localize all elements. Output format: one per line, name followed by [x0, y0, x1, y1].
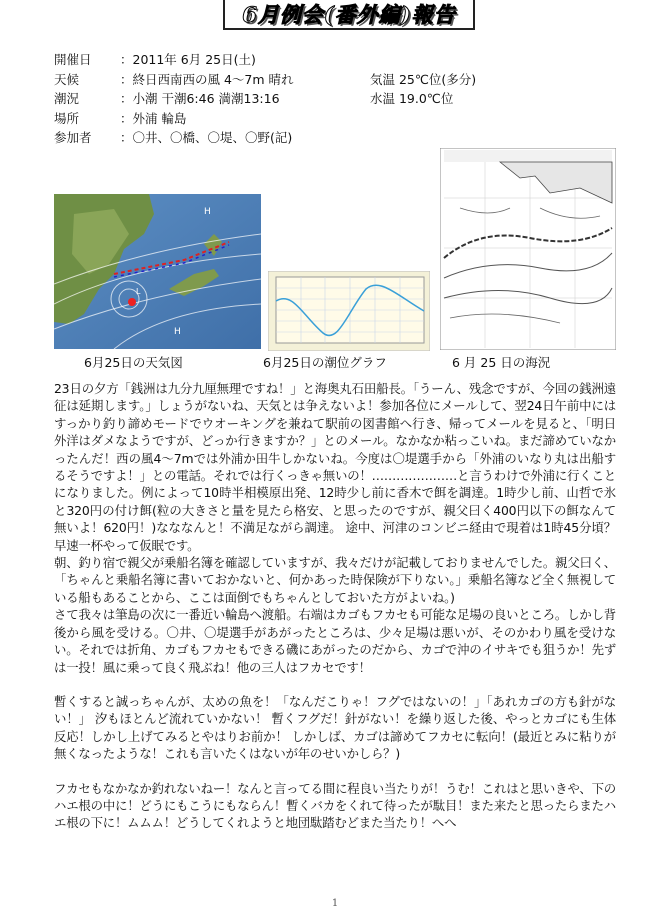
paragraph: フカセもなかなか釣れないねー！なんと言ってる間に程良い当たりが！うむ！これはと思いきや、下のハエ根の中に！どうにもこうにもならん！暫くバカをくれて待ったが駄目！また来たと思ったらまたハエ根の下に！ムムム！どうしてくれようと地団駄踏むどまた当たり！へへ — [54, 780, 616, 831]
info-value: ：小潮 干潮6:46 満潮13:16 — [120, 91, 280, 106]
info-extra: 水温 19.0℃位 — [370, 91, 454, 106]
svg-text:L: L — [136, 287, 141, 296]
info-label: 場所 — [54, 110, 80, 126]
title-box — [223, 0, 475, 30]
report-title: 6月例会(番外編)報告 — [242, 2, 456, 27]
info-row-date — [54, 50, 476, 70]
info-value: ：2011年 6月 25日(土) — [120, 52, 256, 67]
paragraph: さて我々は筆島の次に一番近い輪島へ渡船。右端はカゴもフカセも可能な足場の良いところ。しかし背後から風を受ける。〇井、〇堤選手があがったところは、少々足場は悪いが、そのかわり風を受けない。それでは折角、カゴもフカセもできる磯にあがったのだから、カゴで沖のイサキでも狙うか！先ずは一投！風に乗って良く飛ぶね！他の三人はフカセです！ — [54, 607, 616, 675]
weather-map-image — [54, 194, 261, 349]
paragraph: 23日の夕方「銭洲は九分九厘無理ですね！」と海奥丸石田船長。「うーん、残念ですが、今回の銭洲遠征は延期します。」しょうがないね、天気とは争えないよ！参加各位にメールして、翌24日午前中にはすっかり釣り諦めモードでウオーキングを兼ねて駅前の図書館へ行き、帰ってメールを見ると、「明日 外洋はダメなようですが、どっか行きますか？」とのメール。なかなか粘っこいね。まだ諦めていなかったんだ！西の風4～7mでは外浦か田牛しかないね。今度は〇堤選手から「外浦のいなり丸は出船するそうですよ！」との電話。それでは行くっきゃ無いの！…………………と言うわけで外浦に行くことになりました。例によって10時半相模原出発、12時少し前に香木で餌を調達。1時少し前、山哲で氷と320円の付け餌(粒の大きさと量を見たら格安、と思ったのですが、親父曰く400円以下の餌なんて無いよ！620円！)なななんと！不満足ながら調達。 途中、河津のコンビニ経由で現着は1時45分頃？早速一杯やって仮眠です。 — [54, 381, 616, 553]
sea-condition-caption: 6 月 25 日の海況 — [452, 355, 551, 370]
paragraph: 暫くすると誠っちゃんが、太めの魚を！「なんだこりゃ！フグではないの！」「あれカゴの方も針がない！」 汐もほとんど流れていかない！ 暫くフグだ！針がない！を繰り返した後、やっとカゴにも生体反応！しかし上げてみるとやはりお前か！ しかしば、カゴは諦めてフカセに転向！(最近とみに粘りが無くなったような！これも言いたくはないが年のせいかしら？) — [54, 693, 616, 762]
info-row-weather — [54, 70, 476, 90]
info-label: 潮況 — [54, 91, 80, 106]
info-row-place — [54, 109, 476, 129]
info-value: ：外浦 輪島 — [120, 110, 187, 126]
event-info — [54, 50, 476, 148]
info-label: 天候 — [54, 71, 80, 87]
svg-text:H: H — [204, 207, 211, 217]
info-value: ：終日西南西の風 4～7m 晴れ — [120, 71, 294, 87]
page-number: 1 — [331, 898, 339, 909]
info-label: 参加者 — [54, 130, 92, 145]
tide-graph-image — [268, 271, 430, 351]
svg-text:H: H — [174, 327, 181, 337]
info-row-tide — [54, 89, 476, 109]
tide-graph-caption: 6月25日の潮位グラフ — [263, 355, 387, 370]
info-value: ：〇井、〇橋、〇堤、〇野(記) — [120, 130, 293, 145]
paragraph-gap — [54, 763, 616, 780]
figures-area — [0, 145, 670, 375]
weather-map-caption: 6月25日の天気図 — [84, 355, 183, 370]
paragraph: 朝、釣り宿で親父が乗船名簿を確認していますが、我々だけが記載しておりませんでした。親父曰く、「ちゃんと乗船名簿に書いておかないと、何かあった時保険が下りない。」乗船名簿など全く無視している船もあることから、ここは面倒でもちゃんとしておいた方がよいね。) — [54, 555, 616, 605]
info-label: 開催日 — [54, 52, 92, 67]
paragraph-gap — [54, 676, 616, 693]
sea-condition-image — [440, 148, 616, 350]
info-extra: 気温 25℃位(多分) — [370, 71, 477, 87]
report-body — [54, 380, 616, 832]
